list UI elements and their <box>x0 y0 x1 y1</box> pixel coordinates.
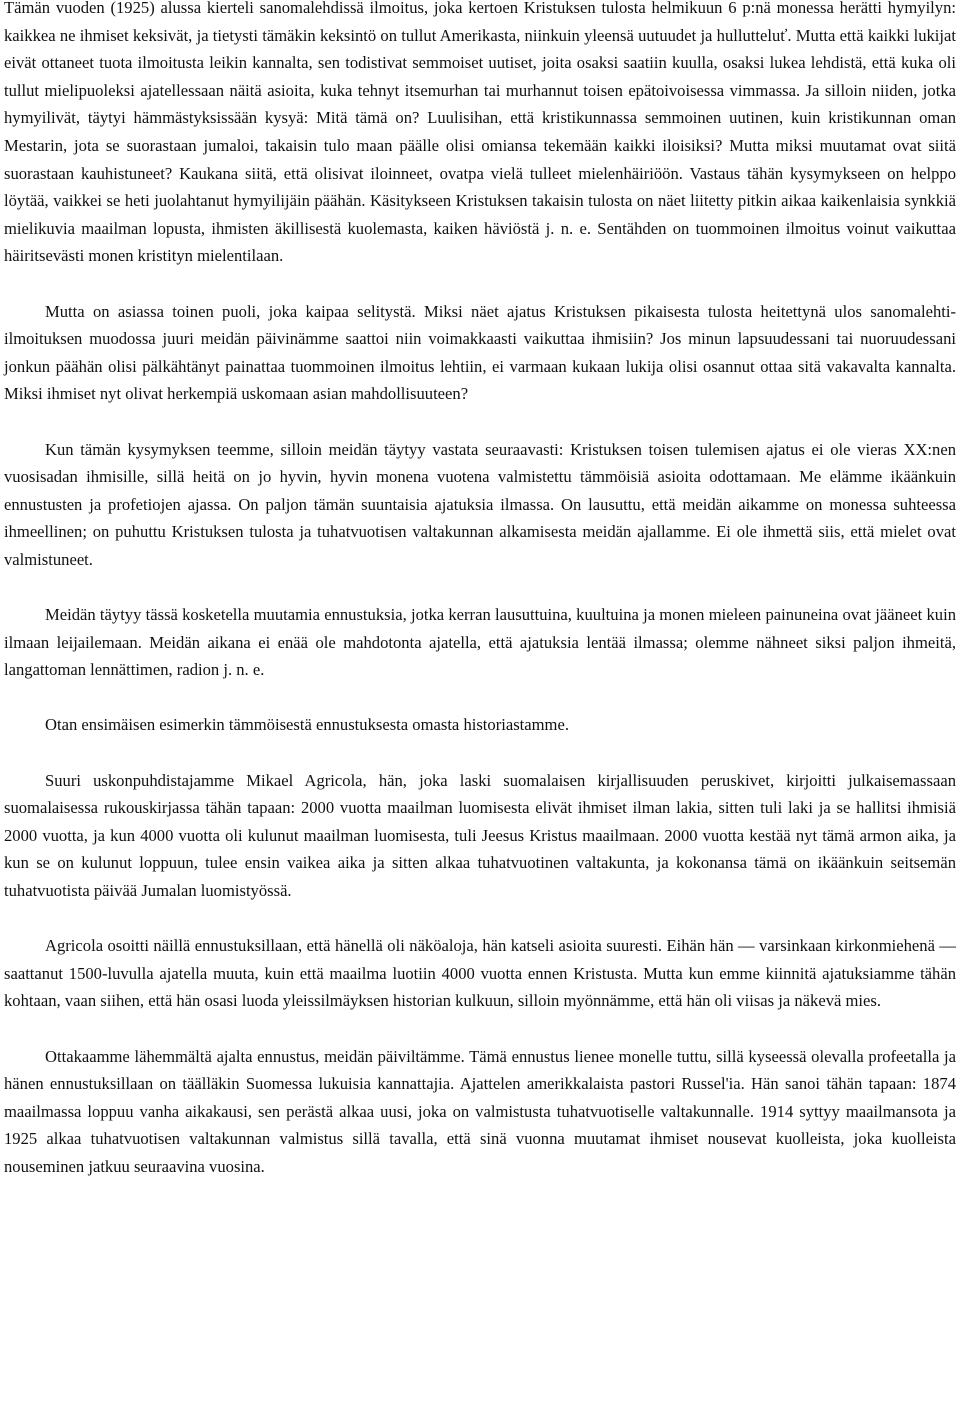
paragraph-1: Tämän vuoden (1925) alussa kierteli sanomalehdissä ilmoitus, joka kertoen Kristuksen tulosta helmikuun 6 p:nä monessa herätti hymyilyn: kaikkea ne ihmiset keksivät, ja tietysti tämäkin keksintö on tullut Amerikasta, niinkuin yleensä uutuudet ja hullutteluť. Mutta että kaikki lukijat eivät ottaneet tuota ilmoitusta leikin kannalta, sen todistivat semmoiset uutiset, joita osaksi saatiin kuulla, osaksi lukea lehdistä, että kuka oli tullut mielipuoleksi ajatellessaan näitä asioita, kuka tehnyt itsemurhan tai murhannut toisen epätoivoisessa vimmassa. Ja silloin niiden, jotka hymyilivät, täytyi hämmästyksissään kysyä: Mitä tämä on? Luulisihan, että kristikunnassa semmoinen uutinen, kuin kristikunnan oman Mestarin, jota se suorastaan jumaloi, takaisin tulo maan päälle olisi omiansa tekemään kaikki iloisiksi? Mutta miksi muutamat ovat siitä suorastaan kauhistuneet? Kaukana siitä, että olisivat iloinneet, ovatpa vielä tulleet mielenhäiriöön. Vastaus tähän kysymykseen on helppo löytää, vaikkei se heti juolahtanut hymyilijäin päähän. Käsitykseen Kristuksen takaisin tulosta on näet liitetty pitkin aikaa kaikenlaisia synkkiä mielikuvia maailman lopusta, ihmisten äkillisestä kuolemasta, kaiken häviöstä j. n. e. Sentähden on tuommoinen ilmoitus voinut vaikuttaa häiritsevästi monen kristityn mielentilaan. <box>4 0 956 266</box>
paragraph-4: Meidän täytyy tässä kosketella muutamia ennustuksia, jotka kerran lausuttuina, kuultuina ja monen mieleen painuneina ovat jääneet kuin ilmaan leijailemaan. Meidän aikana ei enää ole mahdotonta ajatella, että ajatuksia lentää ilmassa; olemme nähneet siksi paljon ihmeitä, langattoman lennättimen, radion j. n. e. <box>4 605 956 680</box>
paragraph-8: Ottakaamme lähemmältä ajalta ennustus, meidän päiviltämme. Tämä ennustus lienee monelle tuttu, sillä kyseessä olevalla profeetalla ja hänen ennustuksillaan on täälläkin Suomessa lukuisia kannattajia. Ajattelen amerikkalaista pastori Russel'ia. Hän sanoi tähän tapaan: 1874 maailmassa loppuu vanha aikakausi, sen perästä alkaa uusi, joka on valmistusta tuhatvuotiselle valtakunnalle. 1914 syttyy maailmansota ja 1925 alkaa tuhatvuotisen valtakunnan valmistus sillä tavalla, että sinä vuonna muutamat ihmiset nousevat kuolleista, joka kuolleista nouseminen jatkuu seuraavina vuosina. <box>4 1046 956 1176</box>
paragraph-5: Otan ensimäisen esimerkin tämmöisestä ennustuksesta omasta historiastamme. <box>45 715 569 735</box>
paragraph-7: Agricola osoitti näillä ennustuksillaan, että hänellä oli näköaloja, hän katseli asioita suuresti. Eihän hän — varsinkaan kirkonmiehenä — saattanut 1500-luvulla ajatella muuta, kuin että maailma luotiin 4000 vuotta ennen Kristusta. Mutta kun emme kiinnitä ajatuksiamme tähän kohtaan, vaan siihen, että hän osasi luoda yleissilmäyksen historian kulkuun, silloin myönnämme, että hän oli viisas ja näkevä mies. <box>4 936 956 1011</box>
document-page <box>4 0 956 1208</box>
paragraph-6: Suuri uskonpuhdistajamme Mikael Agricola, hän, joka laski suomalaisen kirjallisuuden peruskivet, kirjoitti julkaisemassaan suomalaisessa rukouskirjassa tähän tapaan: 2000 vuotta maailman luomisesta elivät ihmiset ilman lakia, sitten tuli laki ja se hallitsi ihmisiä 2000 vuotta, ja kun 4000 vuotta oli kulunut maailman luomisesta, tuli Jeesus Kristus maailmaan. 2000 vuotta kestää nyt tämä armon aika, ja kun se on kulunut loppuun, tulee ensin vaikea aika ja sitten alkaa tuhatvuotinen valtakunta, ja kokonansa tämä on ikäänkuin seitsemän tuhatvuotista päivää Jumalan luomistyössä. <box>4 770 956 900</box>
paragraph-3: Kun tämän kysymyksen teemme, silloin meidän täytyy vastata seuraavasti: Kristuksen toisen tulemisen ajatus ei ole vieras XX:nen vuosisadan ihmisille, sillä heitä on jo hyvin, hyvin monena vuotena valmistettu tämmöisiä asioita odottamaan. Me elämme ikäänkuin ennustusten ja profetiojen ajassa. On paljon tämän suuntaisia ajatuksia ilmassa. On lausuttu, että meidän aikamme on monessa suhteessa ihmeellinen; on puhuttu Kristuksen tulosta ja tuhatvuotisen valtakunnan alkamisesta meidän ajallamme. Ei ole ihmettä siis, että mielet ovat valmistuneet. <box>4 439 956 569</box>
paragraph-2: Mutta on asiassa toinen puoli, joka kaipaa selitystä. Miksi näet ajatus Kristuksen pikaisesta tulosta heitettynä ulos sanomalehti-ilmoituksen muodossa juuri meidän päivinämme saattoi niin voimakkaasti vaikuttaa ihmisiin? Jos minun lapsuudessani tai nuoruudessani jonkun päähän olisi pälkähtänyt painattaa tuommoinen ilmoitus lehtiin, ei varmaan kukaan lukija olisi osannut ottaa sitä vakavalta kannalta. Miksi ihmiset nyt olivat herkempiä uskomaan asian mahdollisuuteen? <box>4 301 956 404</box>
